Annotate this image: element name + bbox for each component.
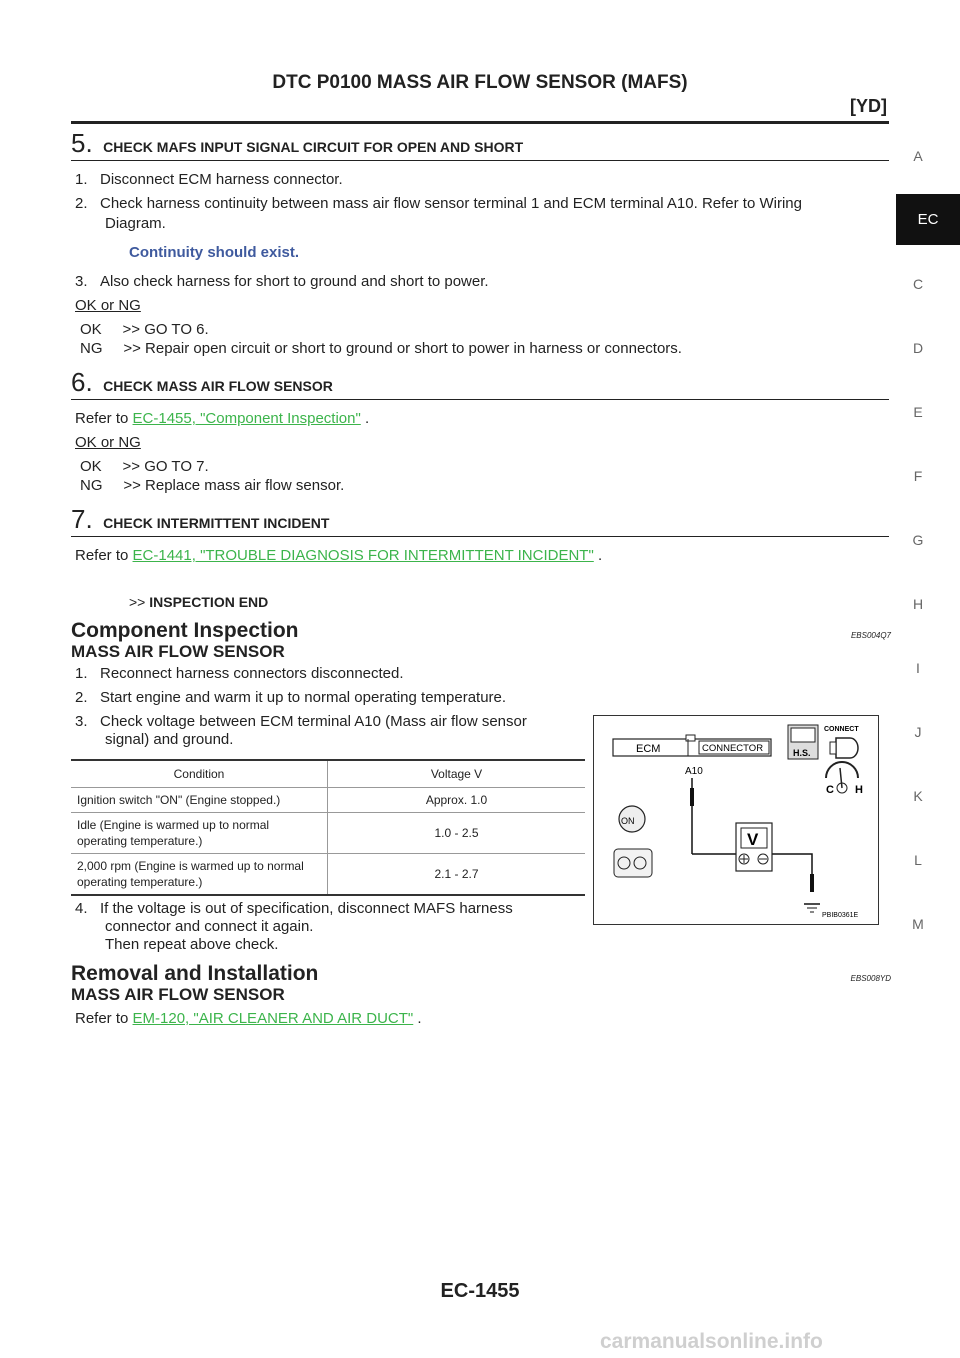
connector-icon [836,738,858,758]
removal-subheading: MASS AIR FLOW SENSOR [71,985,285,1004]
ok-result: OK >> GO TO 7. [80,458,209,475]
ecm-label: ECM [636,743,661,755]
step-rule [71,160,889,161]
ok-or-ng-label: OK or NG [75,434,141,451]
intermittent-incident-link[interactable]: EC-1441, "TROUBLE DIAGNOSIS FOR INTERMITTENT INCIDENT" [132,547,594,564]
component-item-4-cont: connector and connect it again. [105,918,314,935]
table-row [71,854,585,895]
table-cell: Ignition switch "ON" (Engine stopped.) [71,788,328,813]
step-6-refer [75,409,369,429]
voltage-check-diagram [593,715,879,925]
page-title: DTC P0100 MASS AIR FLOW SENSOR (MAFS) [272,72,688,93]
header-rule [71,121,889,124]
step-6-header [71,367,333,398]
table-cell: 2.1 - 2.7 [434,867,479,881]
component-item-4: 4. If the voltage is out of specification, disconnect MAFS harness [75,900,513,917]
ok-result: OK >> GO TO 6. [80,321,209,338]
temp-gauge-icon [826,762,858,778]
component-inspection-heading: Component Inspection [71,619,299,642]
table-row [71,788,585,813]
removal-refer [75,1009,422,1029]
component-item-1: 1. Reconnect harness connectors disconnected. [75,665,404,682]
diagram-illustration [594,716,878,924]
model-label: [YD] [850,96,887,116]
component-inspection-link[interactable]: EC-1455, "Component Inspection" [132,410,361,427]
side-index-d[interactable]: D [912,340,924,356]
page-number: EC-1455 [440,1280,520,1302]
refer-suffix: . [360,410,370,427]
component-item-3: 3. Check voltage between ECM terminal A10 (Mass air flow sensor [75,713,527,730]
step-title: CHECK INTERMITTENT INCIDENT [103,515,330,531]
side-index-g[interactable]: G [912,532,924,548]
step-7-header [71,504,329,535]
table-cell: Approx. 1.0 [328,788,586,813]
step-5-item-3: 3. Also check harness for short to ground and short to power. [75,273,489,290]
terminal-label: A10 [685,766,703,777]
side-index-l[interactable]: L [914,852,922,868]
step-5-header [71,128,523,159]
side-tab-ec[interactable]: EC [896,194,960,245]
air-cleaner-link[interactable]: EM-120, "AIR CLEANER AND AIR DUCT" [132,1010,414,1027]
ng-result: NG >> Repair open circuit or short to ground or short to power in harness or connectors. [80,340,682,357]
side-index-f[interactable]: F [913,468,923,484]
probe-tip [690,788,694,806]
on-label: ON [621,816,635,826]
side-index-e[interactable]: E [913,404,923,420]
refer-prefix: Refer to [75,547,133,564]
side-index-k[interactable]: K [913,788,923,804]
refer-prefix: Refer to [75,410,133,427]
step-number: 5. [71,128,93,158]
continuity-spec: Continuity should exist. [129,244,300,261]
component-item-3-cont: signal) and ground. [105,731,234,748]
side-index-m[interactable]: M [912,916,924,932]
component-item-4-cont2: Then repeat above check. [105,936,279,953]
step-number: 6. [71,367,93,397]
table-header-condition: Condition [71,761,328,788]
component-subheading: MASS AIR FLOW SENSOR [71,642,285,661]
connector-label: CONNECTOR [702,743,764,754]
table-cell: 1.0 - 2.5 [328,813,586,854]
step-title: CHECK MASS AIR FLOW SENSOR [103,378,333,394]
ng-result: NG >> Replace mass air flow sensor. [80,477,345,494]
removal-heading: Removal and Installation [71,962,319,985]
step-rule [71,536,889,537]
side-index-a[interactable]: A [913,148,923,164]
h-label: H [855,784,863,796]
section-code: EBS008YD [850,974,891,983]
hs-label: H.S. [793,748,811,758]
refer-prefix: Refer to [75,1010,133,1027]
side-index-j[interactable]: J [914,724,922,740]
side-index-h[interactable]: H [912,596,924,612]
refer-suffix: . [413,1010,422,1027]
voltmeter-label: V [747,830,759,849]
ground-probe [810,874,814,892]
end-arrow: >> [129,594,146,610]
c-label: C [826,784,834,796]
table-header-voltage: Voltage V [328,761,586,788]
step-5-item-2: 2. Check harness continuity between mass air flow sensor terminal 1 and ECM terminal A10. Refer to Wiring [75,195,802,212]
step-number: 7. [71,504,93,534]
table-cell: 2,000 rpm (Engine is warmed up to normal operating temperature.) [71,854,328,895]
connect-label: CONNECT [824,726,859,733]
step-rule [71,399,889,400]
side-index-c[interactable]: C [912,276,924,292]
figure-code: PBIB0361E [822,912,859,919]
step-5-item-1: 1. Disconnect ECM harness connector. [75,171,343,188]
watermark: carmanualsonline.info [600,1330,823,1353]
section-code: EBS004Q7 [850,631,891,640]
side-index-i[interactable]: I [916,660,920,676]
table-row [71,813,585,854]
step-title: CHECK MAFS INPUT SIGNAL CIRCUIT FOR OPEN AND SHORT [103,139,524,155]
table-cell: Idle (Engine is warmed up to normal operating temperature.) [71,813,328,854]
end-label: INSPECTION END [149,594,269,610]
inspection-end [129,594,268,610]
step-5-item-2-cont: Diagram. [105,215,166,232]
voltage-table [71,759,585,896]
ok-or-ng-label: OK or NG [75,297,141,314]
component-item-2: 2. Start engine and warm it up to normal operating temperature. [75,689,507,706]
refer-suffix: . [593,547,603,564]
step-7-refer [75,546,602,566]
